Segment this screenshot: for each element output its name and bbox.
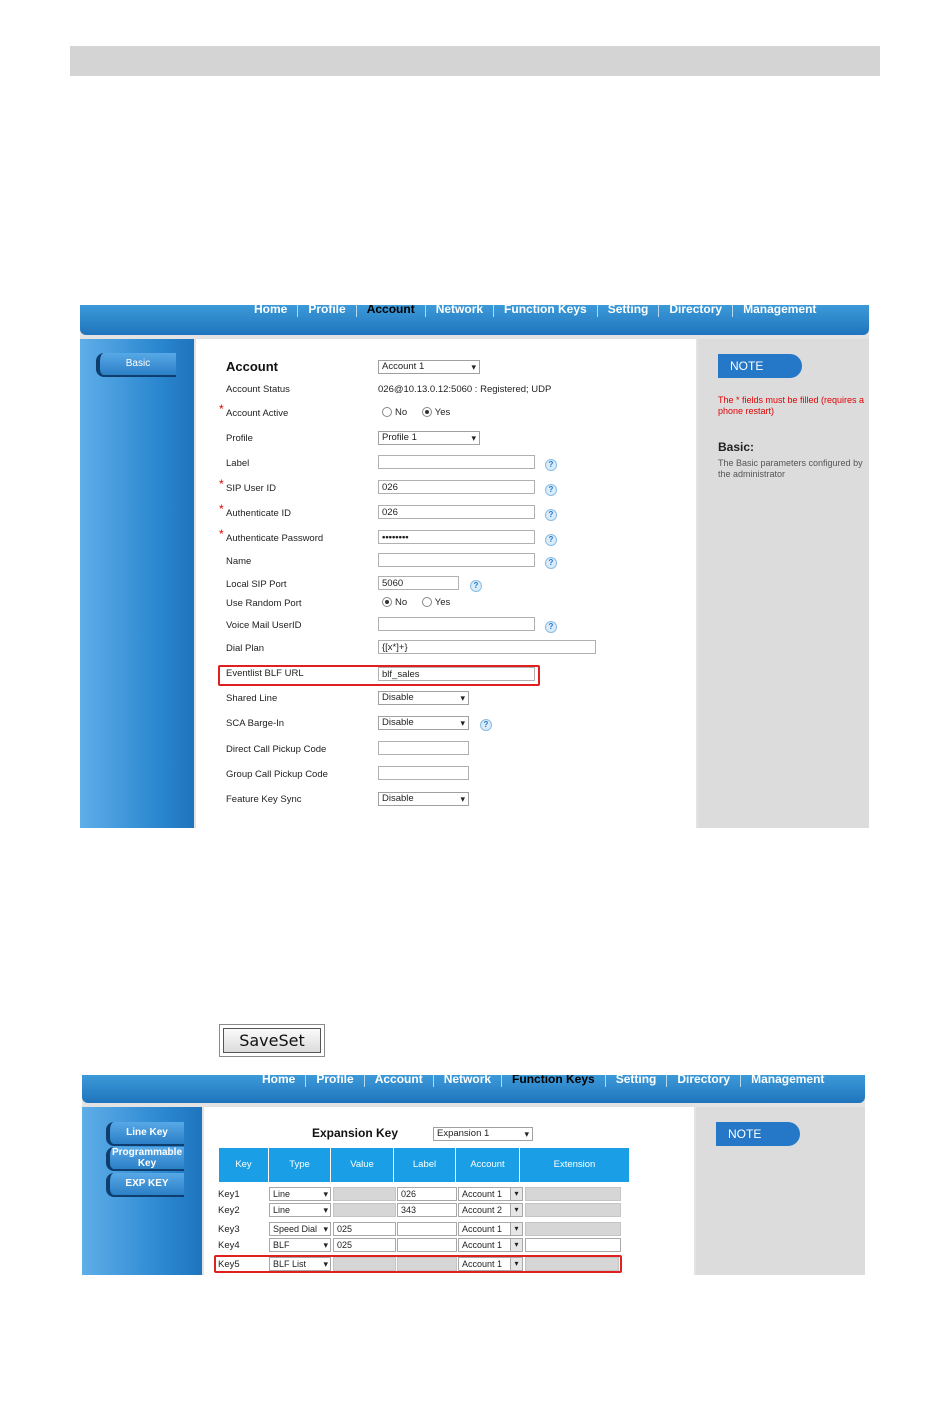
type-select[interactable]: Line ▾: [269, 1187, 331, 1201]
account-status-label: Account Status: [226, 384, 290, 395]
account-active-no-radio[interactable]: [382, 407, 392, 417]
account-select-value: Account 1: [462, 1259, 503, 1269]
note-required-text: The * fields must be filled (requires a phone restart): [718, 395, 865, 416]
authenticate-password-field[interactable]: ••••••••: [378, 530, 535, 544]
use-random-port-label: Use Random Port: [226, 598, 302, 609]
extension-field[interactable]: [525, 1187, 621, 1201]
sidebar-item-exp-key[interactable]: EXP KEY: [106, 1173, 184, 1197]
account-active-yes-radio[interactable]: [422, 407, 432, 417]
help-icon[interactable]: ?: [545, 621, 557, 633]
account-select-value: Account 1: [462, 1240, 503, 1250]
value-field[interactable]: [333, 1187, 396, 1201]
key-label: Key4: [218, 1240, 240, 1251]
use-random-port-no-label: No: [395, 597, 408, 608]
help-icon[interactable]: ?: [470, 580, 482, 592]
profile-label: Profile: [226, 433, 253, 444]
help-icon[interactable]: ?: [545, 534, 557, 546]
account-select[interactable]: [458, 1203, 523, 1217]
value-field[interactable]: [333, 1203, 396, 1217]
note-badge: NOTE: [718, 354, 802, 378]
label-field[interactable]: 026: [397, 1187, 457, 1201]
account-select[interactable]: Account 1 ▾: [378, 360, 480, 374]
label-label: Label: [226, 458, 250, 469]
sidebar-item-line-key[interactable]: Line Key: [106, 1122, 184, 1146]
feature-key-sync-select[interactable]: Disable ▾: [378, 792, 469, 806]
account-select[interactable]: [458, 1257, 523, 1271]
sip-user-id-field[interactable]: 026: [378, 480, 535, 494]
sca-barge-in-select[interactable]: Disable ▾: [378, 716, 469, 730]
top-nav: [80, 305, 869, 335]
saveset-button[interactable]: [219, 1024, 325, 1057]
label-field[interactable]: [397, 1257, 457, 1271]
key-label: Key1: [218, 1189, 240, 1200]
account-select-value: Account 2: [462, 1205, 503, 1215]
dial-plan-label: Dial Plan: [226, 643, 265, 654]
sidebar: [82, 1107, 202, 1275]
account-select[interactable]: [458, 1238, 523, 1252]
direct-call-pickup-label: Direct Call Pickup Code: [226, 744, 327, 755]
dial-plan-field[interactable]: {[x*]+}: [378, 640, 596, 654]
authenticate-password-label: Authenticate Password: [226, 533, 324, 544]
account-active-yes-label: Yes: [434, 407, 451, 418]
nav-function-keys[interactable]: Function Keys: [502, 1075, 606, 1087]
note-basic-title: Basic:: [718, 440, 755, 454]
authenticate-id-field[interactable]: 026: [378, 505, 535, 519]
expansion-title: Expansion Key: [312, 1126, 399, 1140]
required-star: *: [219, 477, 224, 491]
value-field[interactable]: 025: [333, 1238, 396, 1252]
nav-function-keys[interactable]: Function Keys: [494, 305, 598, 317]
document-header-bar: [70, 46, 880, 76]
nav-setting[interactable]: Setting: [606, 1075, 668, 1087]
dropdown-arrow-icon: ▾: [510, 1223, 522, 1235]
use-random-port-radios: [382, 597, 450, 608]
use-random-port-no-radio[interactable]: [382, 597, 392, 607]
nav-network[interactable]: Network: [434, 1075, 502, 1087]
account-select-value: Account 1: [462, 1189, 503, 1199]
nav-home[interactable]: Home: [244, 305, 298, 317]
sidebar-item-programmable-key[interactable]: Programmable Key: [106, 1147, 184, 1171]
sip-user-id-label: SIP User ID: [226, 483, 276, 494]
extension-field[interactable]: [525, 1257, 619, 1271]
help-icon[interactable]: ?: [545, 459, 557, 471]
shared-line-select[interactable]: Disable ▾: [378, 691, 469, 705]
account-screenshot: [80, 305, 869, 828]
use-random-port-yes-radio[interactable]: [422, 597, 432, 607]
account-select[interactable]: [458, 1222, 523, 1236]
nav-management[interactable]: Management: [751, 1075, 825, 1086]
shared-line-label: Shared Line: [226, 693, 278, 704]
account-active-radios: [382, 407, 450, 418]
type-select[interactable]: Line ▾: [269, 1203, 331, 1217]
expansion-select[interactable]: Expansion 1 ▾: [433, 1127, 533, 1141]
type-select[interactable]: BLF ▾: [269, 1238, 331, 1252]
nav-home[interactable]: Home: [252, 1075, 306, 1087]
sidebar-item-basic[interactable]: Basic: [96, 353, 176, 377]
dropdown-arrow-icon: ▾: [510, 1239, 522, 1251]
direct-call-pickup-field[interactable]: [378, 741, 469, 755]
group-call-pickup-label: Group Call Pickup Code: [226, 769, 328, 780]
voice-mail-userid-field[interactable]: [378, 617, 535, 631]
extension-field[interactable]: [525, 1222, 621, 1236]
column-header-account: Account: [456, 1148, 520, 1182]
profile-select[interactable]: Profile 1 ▾: [378, 431, 480, 445]
eventlist-blf-url-label: Eventlist BLF URL: [226, 668, 304, 679]
note-panel: [698, 339, 869, 828]
note-basic-text: The Basic parameters configured by the administrator: [718, 458, 863, 479]
note-badge: NOTE: [716, 1122, 800, 1146]
feature-key-sync-label: Feature Key Sync: [226, 794, 302, 805]
sca-barge-in-label: SCA Barge-In: [226, 718, 285, 729]
extension-field[interactable]: [525, 1238, 621, 1252]
note-panel: [696, 1107, 865, 1275]
column-header-key: Key: [219, 1148, 269, 1182]
help-icon[interactable]: ?: [480, 719, 492, 731]
use-random-port-yes-label: Yes: [434, 597, 451, 608]
nav-directory[interactable]: Directory: [667, 1075, 741, 1087]
help-icon[interactable]: ?: [545, 557, 557, 569]
eventlist-blf-url-field[interactable]: blf_sales: [378, 667, 535, 681]
nav-account[interactable]: Account: [365, 1075, 434, 1087]
account-select-value: Account 1: [462, 1224, 503, 1234]
type-select[interactable]: Speed Dial ▾: [269, 1222, 331, 1236]
group-call-pickup-field[interactable]: [378, 766, 469, 780]
label-field[interactable]: [397, 1222, 457, 1236]
label-field[interactable]: [378, 455, 535, 469]
local-sip-port-field[interactable]: 5060: [378, 576, 459, 590]
nav-account[interactable]: Account: [357, 305, 426, 317]
key-label: Key5: [218, 1259, 240, 1270]
column-header-label: Label: [394, 1148, 456, 1182]
nav-profile[interactable]: Profile: [306, 1075, 364, 1087]
dropdown-arrow-icon: ▾: [510, 1204, 522, 1216]
top-nav: [82, 1075, 865, 1103]
column-header-extension: Extension: [520, 1148, 629, 1182]
expansion-screenshot: [82, 1075, 865, 1275]
nav-management[interactable]: Management: [743, 305, 817, 316]
dropdown-arrow-icon: ▾: [510, 1258, 522, 1270]
expansion-form: [204, 1107, 694, 1275]
column-header-value: Value: [331, 1148, 394, 1182]
nav-network[interactable]: Network: [426, 305, 494, 317]
local-sip-port-label: Local SIP Port: [226, 579, 287, 590]
nav-directory[interactable]: Directory: [659, 305, 733, 317]
key-label: Key3: [218, 1224, 240, 1235]
required-star: *: [219, 502, 224, 516]
account-form: [196, 339, 696, 828]
type-select[interactable]: BLF List ▾: [269, 1257, 331, 1271]
saveset-label: SaveSet: [223, 1028, 321, 1053]
authenticate-id-label: Authenticate ID: [226, 508, 291, 519]
required-star: *: [219, 402, 224, 416]
account-status-value: 026@10.13.0.12:5060 : Registered; UDP: [378, 384, 552, 395]
help-icon[interactable]: ?: [545, 484, 557, 496]
dropdown-arrow-icon: ▾: [510, 1188, 522, 1200]
key-label: Key2: [218, 1205, 240, 1216]
name-label: Name: [226, 556, 252, 567]
name-field[interactable]: [378, 553, 535, 567]
account-active-no-label: No: [395, 407, 408, 418]
account-active-label: Account Active: [226, 408, 289, 419]
value-field[interactable]: 025: [333, 1222, 396, 1236]
label-field[interactable]: 343: [397, 1203, 457, 1217]
account-select[interactable]: [458, 1187, 523, 1201]
section-title: Account: [226, 359, 278, 374]
sidebar: [80, 339, 194, 828]
voice-mail-userid-label: Voice Mail UserID: [226, 620, 302, 631]
value-field[interactable]: [333, 1257, 396, 1271]
nav-profile[interactable]: Profile: [298, 305, 356, 317]
extension-field[interactable]: [525, 1203, 621, 1217]
help-icon[interactable]: ?: [545, 509, 557, 521]
column-header-type: Type: [269, 1148, 331, 1182]
nav-setting[interactable]: Setting: [598, 305, 660, 317]
required-star: *: [219, 527, 224, 541]
label-field[interactable]: [397, 1238, 457, 1252]
